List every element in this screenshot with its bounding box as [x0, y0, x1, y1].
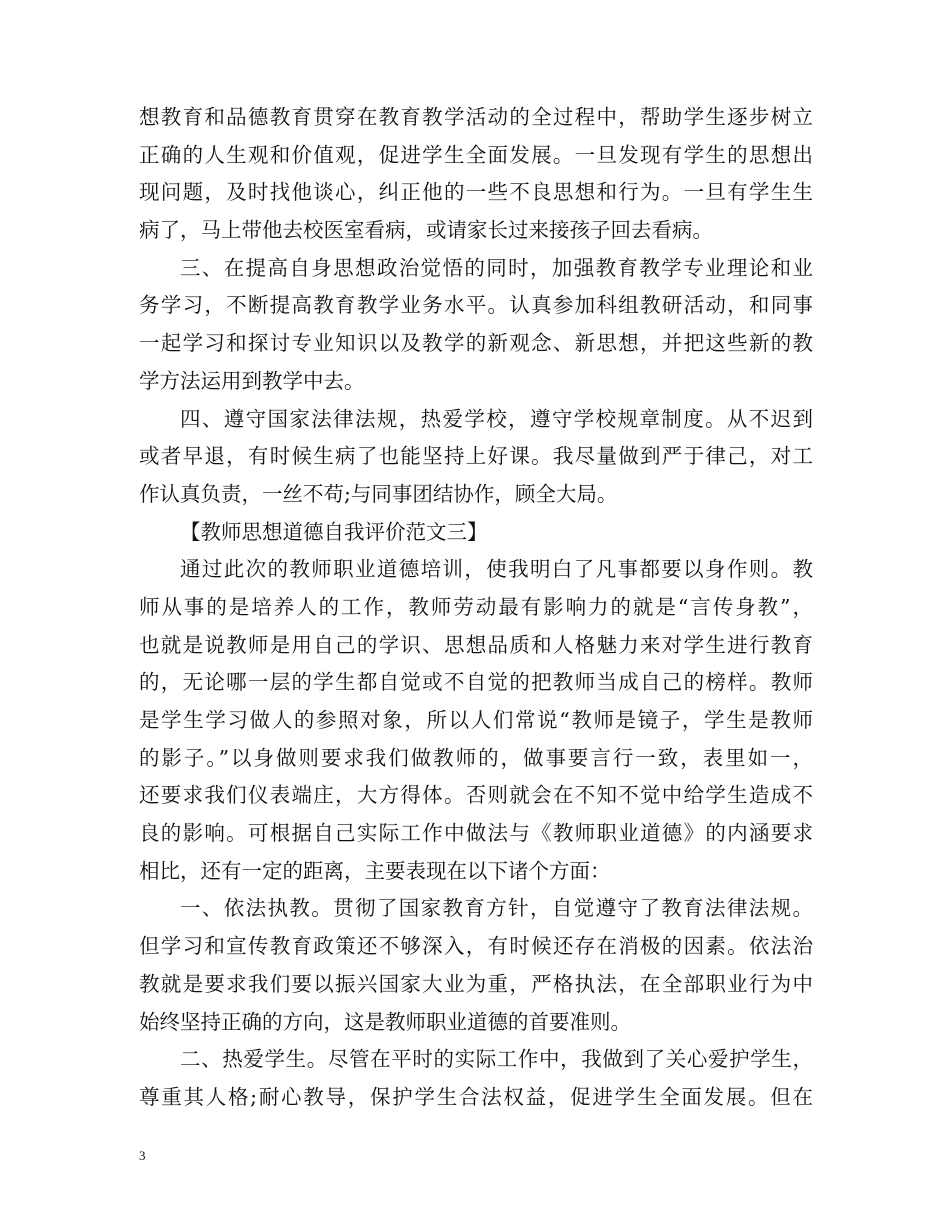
text-line: 是学生学习做人的参照对象，所以人们常说“教师是镜子，学生是教师 — [139, 708, 813, 732]
text-line: 也就是说教师是用自己的学识、思想品质和人格魅力来对学生进行教育 — [139, 632, 813, 657]
text-line: 还要求我们仪表端庄，大方得体。否则就会在不知不觉中给学生造成不 — [139, 783, 813, 808]
text-line: 四、遵守国家法律法规，热爱学校，遵守学校规章制度。从不迟到 — [180, 406, 813, 431]
text-line: 始终坚持正确的方向，这是教师职业道德的首要准则。 — [139, 1009, 631, 1034]
text-line: 相比，还有一定的距离，主要表现在以下诸个方面： — [139, 858, 611, 883]
text-line: 良的影响。可根据自己实际工作中做法与《教师职业道德》的内涵要求 — [139, 821, 813, 846]
text-line: 务学习，不断提高教育教学业务水平。认真参加科组教研活动，和同事 — [139, 293, 813, 318]
body-text — [139, 99, 813, 1117]
text-line: 作认真负责，一丝不苟;与同事团结协作，顾全大局。 — [139, 481, 618, 506]
text-line: 通过此次的教师职业道德培训，使我明白了凡事都要以身作则。教 — [180, 557, 813, 582]
text-line: 病了，马上带他去校医室看病，或请家长过来接孩子回去看病。 — [139, 218, 713, 243]
text-line: 一起学习和探讨专业知识以及教学的新观念、新思想，并把这些新的教 — [139, 331, 813, 356]
text-line: 一、依法执教。贯彻了国家教育方针，自觉遵守了教育法律法规。 — [180, 896, 813, 921]
text-line: 的，无论哪一层的学生都自觉或不自觉的把教师当成自己的榜样。教师 — [139, 670, 813, 695]
text-line: 的影子。”以身做则要求我们做教师的，做事要言行一致，表里如一， — [139, 745, 813, 770]
text-line: 想教育和品德教育贯穿在教育教学活动的全过程中，帮助学生逐步树立 — [139, 105, 813, 129]
text-line: 但学习和宣传教育政策还不够深入，有时候还存在消极的因素。依法治 — [139, 934, 813, 959]
text-line: 学方法运用到教学中去。 — [139, 368, 365, 393]
text-line: 三、在提高自身思想政治觉悟的同时，加强教育教学专业理论和业 — [180, 255, 813, 280]
text-line: 二、热爱学生。尽管在平时的实际工作中，我做到了关心爱护学生， — [180, 1047, 813, 1072]
text-line: 师从事的是培养人的工作，教师劳动最有影响力的就是“言传身教”， — [139, 594, 813, 619]
text-line: 或者早退，有时候生病了也能坚持上好课。我尽量做到严于律己，对工 — [139, 444, 813, 469]
text-line: 尊重其人格;耐心教导，保护学生合法权益，促进学生全面发展。但在 — [139, 1084, 813, 1109]
text-line: 教就是要求我们要以振兴国家大业为重，严格执法，在全部职业行为中 — [139, 971, 813, 996]
text-line: 正确的人生观和价值观，促进学生全面发展。一旦发现有学生的思想出 — [139, 142, 813, 167]
page-number: 3 — [139, 1148, 146, 1163]
text-line: 【教师思想道德自我评价范文三】 — [180, 519, 488, 544]
text-line: 现问题，及时找他谈心，纠正他的一些不良思想和行为。一旦有学生生 — [139, 180, 813, 205]
